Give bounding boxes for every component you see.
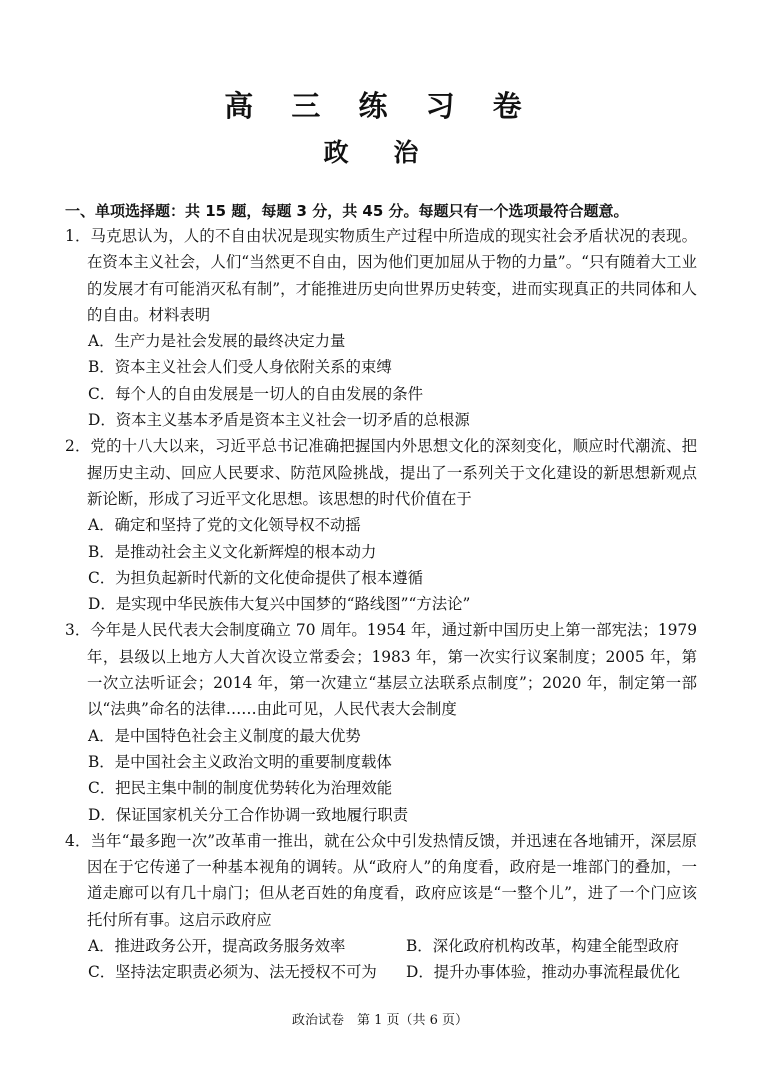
question-list xyxy=(65,223,697,986)
option-b: B．是推动社会主义文化新辉煌的根本动力 xyxy=(88,542,377,561)
subject-title: 政 治 xyxy=(323,138,437,167)
option-a: A．是中国特色社会主义制度的最大优势 xyxy=(88,726,361,745)
exam-title: 高 三 练 习 卷 xyxy=(224,89,536,123)
option-a: A．生产力是社会发展的最终决定力量 xyxy=(88,332,346,351)
question-3 xyxy=(65,617,697,827)
question-stem: 4．当年“最多跑一次”改革甫一推出，就在公众中引发热情反馈，并迅速在各地铺开，深层原因在于它传递了一种基本视角的调转。从“政府人”的角度看，政府是一堆部门的叠加，一道走廊可以有几十扇门；但从老百姓的角度看，政府应该是“一整个儿”，进了一个门应该托付所有事。这启示政府应 xyxy=(65,831,697,929)
question-4 xyxy=(65,828,697,986)
option-d: D．提升办事体验，推动办事流程最优化 xyxy=(406,963,680,982)
option-c: C．坚持法定职责必须为、法无授权不可为 xyxy=(88,963,377,982)
option-b: B．是中国社会主义政治文明的重要制度载体 xyxy=(88,752,392,771)
option-row xyxy=(65,959,697,985)
option-row xyxy=(65,933,697,959)
option-c: C．为担负起新时代新的文化使命提供了根本遵循 xyxy=(88,568,423,587)
option-a: A．推进政务公开，提高政务服务效率 xyxy=(88,937,346,956)
question-stem: 1．马克思认为，人的不自由状况是现实物质生产过程中所造成的现实社会矛盾状况的表现。在资本主义社会，人们“当然更不自由，因为他们更加屈从于物的力量”。“只有随着大工业的发展才有可能消灭私有制”，才能推进历史向世界历史转变，进而实现真正的共同体和人的自由。材料表明 xyxy=(65,227,697,324)
option-c: C．把民主集中制的制度优势转化为治理效能 xyxy=(88,779,393,798)
page-footer: 政治试卷 第 1 页（共 6 页） xyxy=(291,1013,469,1028)
question-2 xyxy=(65,433,697,617)
option-d: D．资本主义基本矛盾是资本主义社会一切矛盾的总根源 xyxy=(88,411,470,430)
option-b: B．资本主义社会人们受人身依附关系的束缚 xyxy=(88,358,392,377)
option-c: C．每个人的自由发展是一切人的自由发展的条件 xyxy=(88,384,423,403)
option-d: D．保证国家机关分工合作协调一致地履行职责 xyxy=(88,805,409,824)
question-stem: 2．党的十八大以来，习近平总书记准确把握国内外思想文化的深刻变化，顺应时代潮流、把握历史主动、回应人民要求、防范风险挑战，提出了一系列关于文化建设的新思想新观点新论断，形成了习近平文化思想。该思想的时代价值在于 xyxy=(65,437,697,508)
question-stem: 3．今年是人民代表大会制度确立 70 周年。1954 年，通过新中国历史上第一部宪法；1979 年，县级以上地方人大首次设立常委会；1983 年，第一次实行议案制度；2005 年，第一次立法听证会；2014 年，第一次建立“基层立法联系点制度”；2020 年，制定第一部以“法典”命名的法律……由此可见，人民代表大会制度 xyxy=(65,621,697,719)
option-b: B．深化政府机构改革，构建全能型政府 xyxy=(406,937,679,956)
question-1 xyxy=(65,223,697,433)
section-heading: 一、单项选择题：共 15 题，每题 3 分，共 45 分。每题只有一个选项最符合题意。 xyxy=(65,202,629,220)
option-a: A．确定和坚持了党的文化领导权不动摇 xyxy=(88,516,361,535)
option-d: D．是实现中华民族伟大复兴中国梦的“路线图”“方法论” xyxy=(88,595,471,614)
